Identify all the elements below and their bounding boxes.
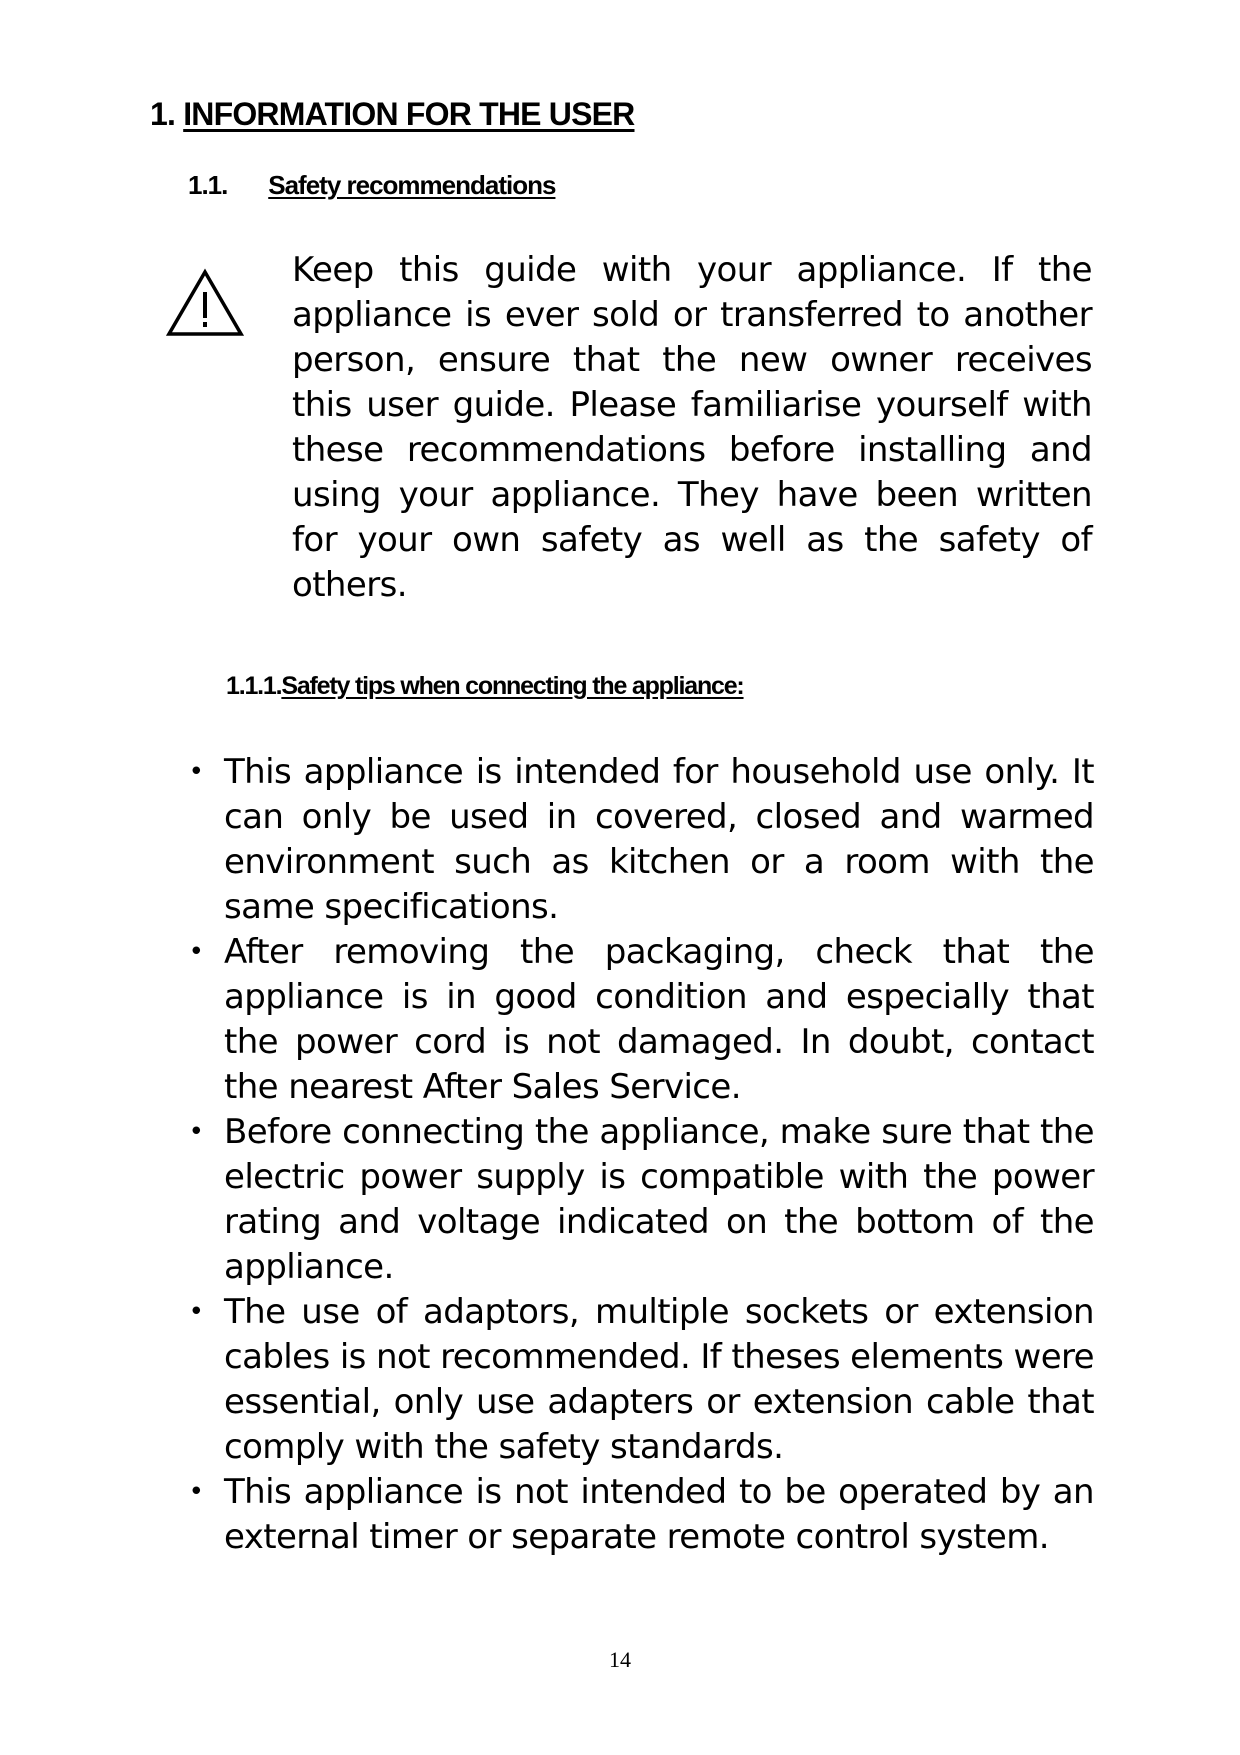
section-title: INFORMATION FOR THE USER — [183, 96, 635, 132]
safety-tips-list — [186, 750, 1094, 1560]
subsubsection-heading — [226, 672, 744, 701]
bullet-icon: • — [188, 1477, 204, 1507]
bullet-icon: • — [188, 757, 204, 787]
warning-paragraph: Keep this guide with your appliance. If the appliance is ever sold or transferred to another person, ensure that the new owner receives this user guide. Please familiarise yourself with these recommendations before installing and using your appliance. They have been written for your own safety as well as the safety of others. — [292, 250, 1092, 605]
section-number: 1. — [150, 96, 176, 132]
bullet-icon: • — [188, 937, 204, 967]
warning-triangle-icon — [166, 268, 244, 338]
list-item-text: This appliance is not intended to be operated by an external timer or separate remote control system. — [224, 1472, 1094, 1557]
list-item — [186, 750, 1094, 930]
subsubsection-title: Safety tips when connecting the appliance: — [281, 672, 744, 700]
list-item — [186, 1470, 1094, 1560]
bullet-icon: • — [188, 1297, 204, 1327]
list-item — [186, 1110, 1094, 1290]
page-number: 14 — [609, 1647, 631, 1672]
subsection-heading — [188, 170, 555, 201]
subsubsection-number: 1.1.1. — [226, 672, 282, 700]
list-item-text: Before connecting the appliance, make sure that the electric power supply is compatible with the power rating and voltage indicated on the bottom of the appliance. — [224, 1112, 1094, 1287]
list-item-text: After removing the packaging, check that the appliance is in good condition and especially that the power cord is not damaged. In doubt, contact the nearest After Sales Service. — [224, 932, 1094, 1107]
bullet-icon: • — [188, 1117, 204, 1147]
list-item-text: This appliance is intended for household use only. It can only be used in covered, closed and warmed environment such as kitchen or a room with the same specifications. — [224, 752, 1094, 927]
list-item — [186, 1290, 1094, 1470]
list-item-text: The use of adaptors, multiple sockets or extension cables is not recommended. If theses elements were essential, only use adapters or extension cable that comply with the safety standards. — [224, 1292, 1094, 1467]
section-heading — [150, 96, 635, 133]
subsection-number: 1.1. — [188, 170, 228, 200]
list-item — [186, 930, 1094, 1110]
subsection-title: Safety recommendations — [268, 170, 556, 200]
